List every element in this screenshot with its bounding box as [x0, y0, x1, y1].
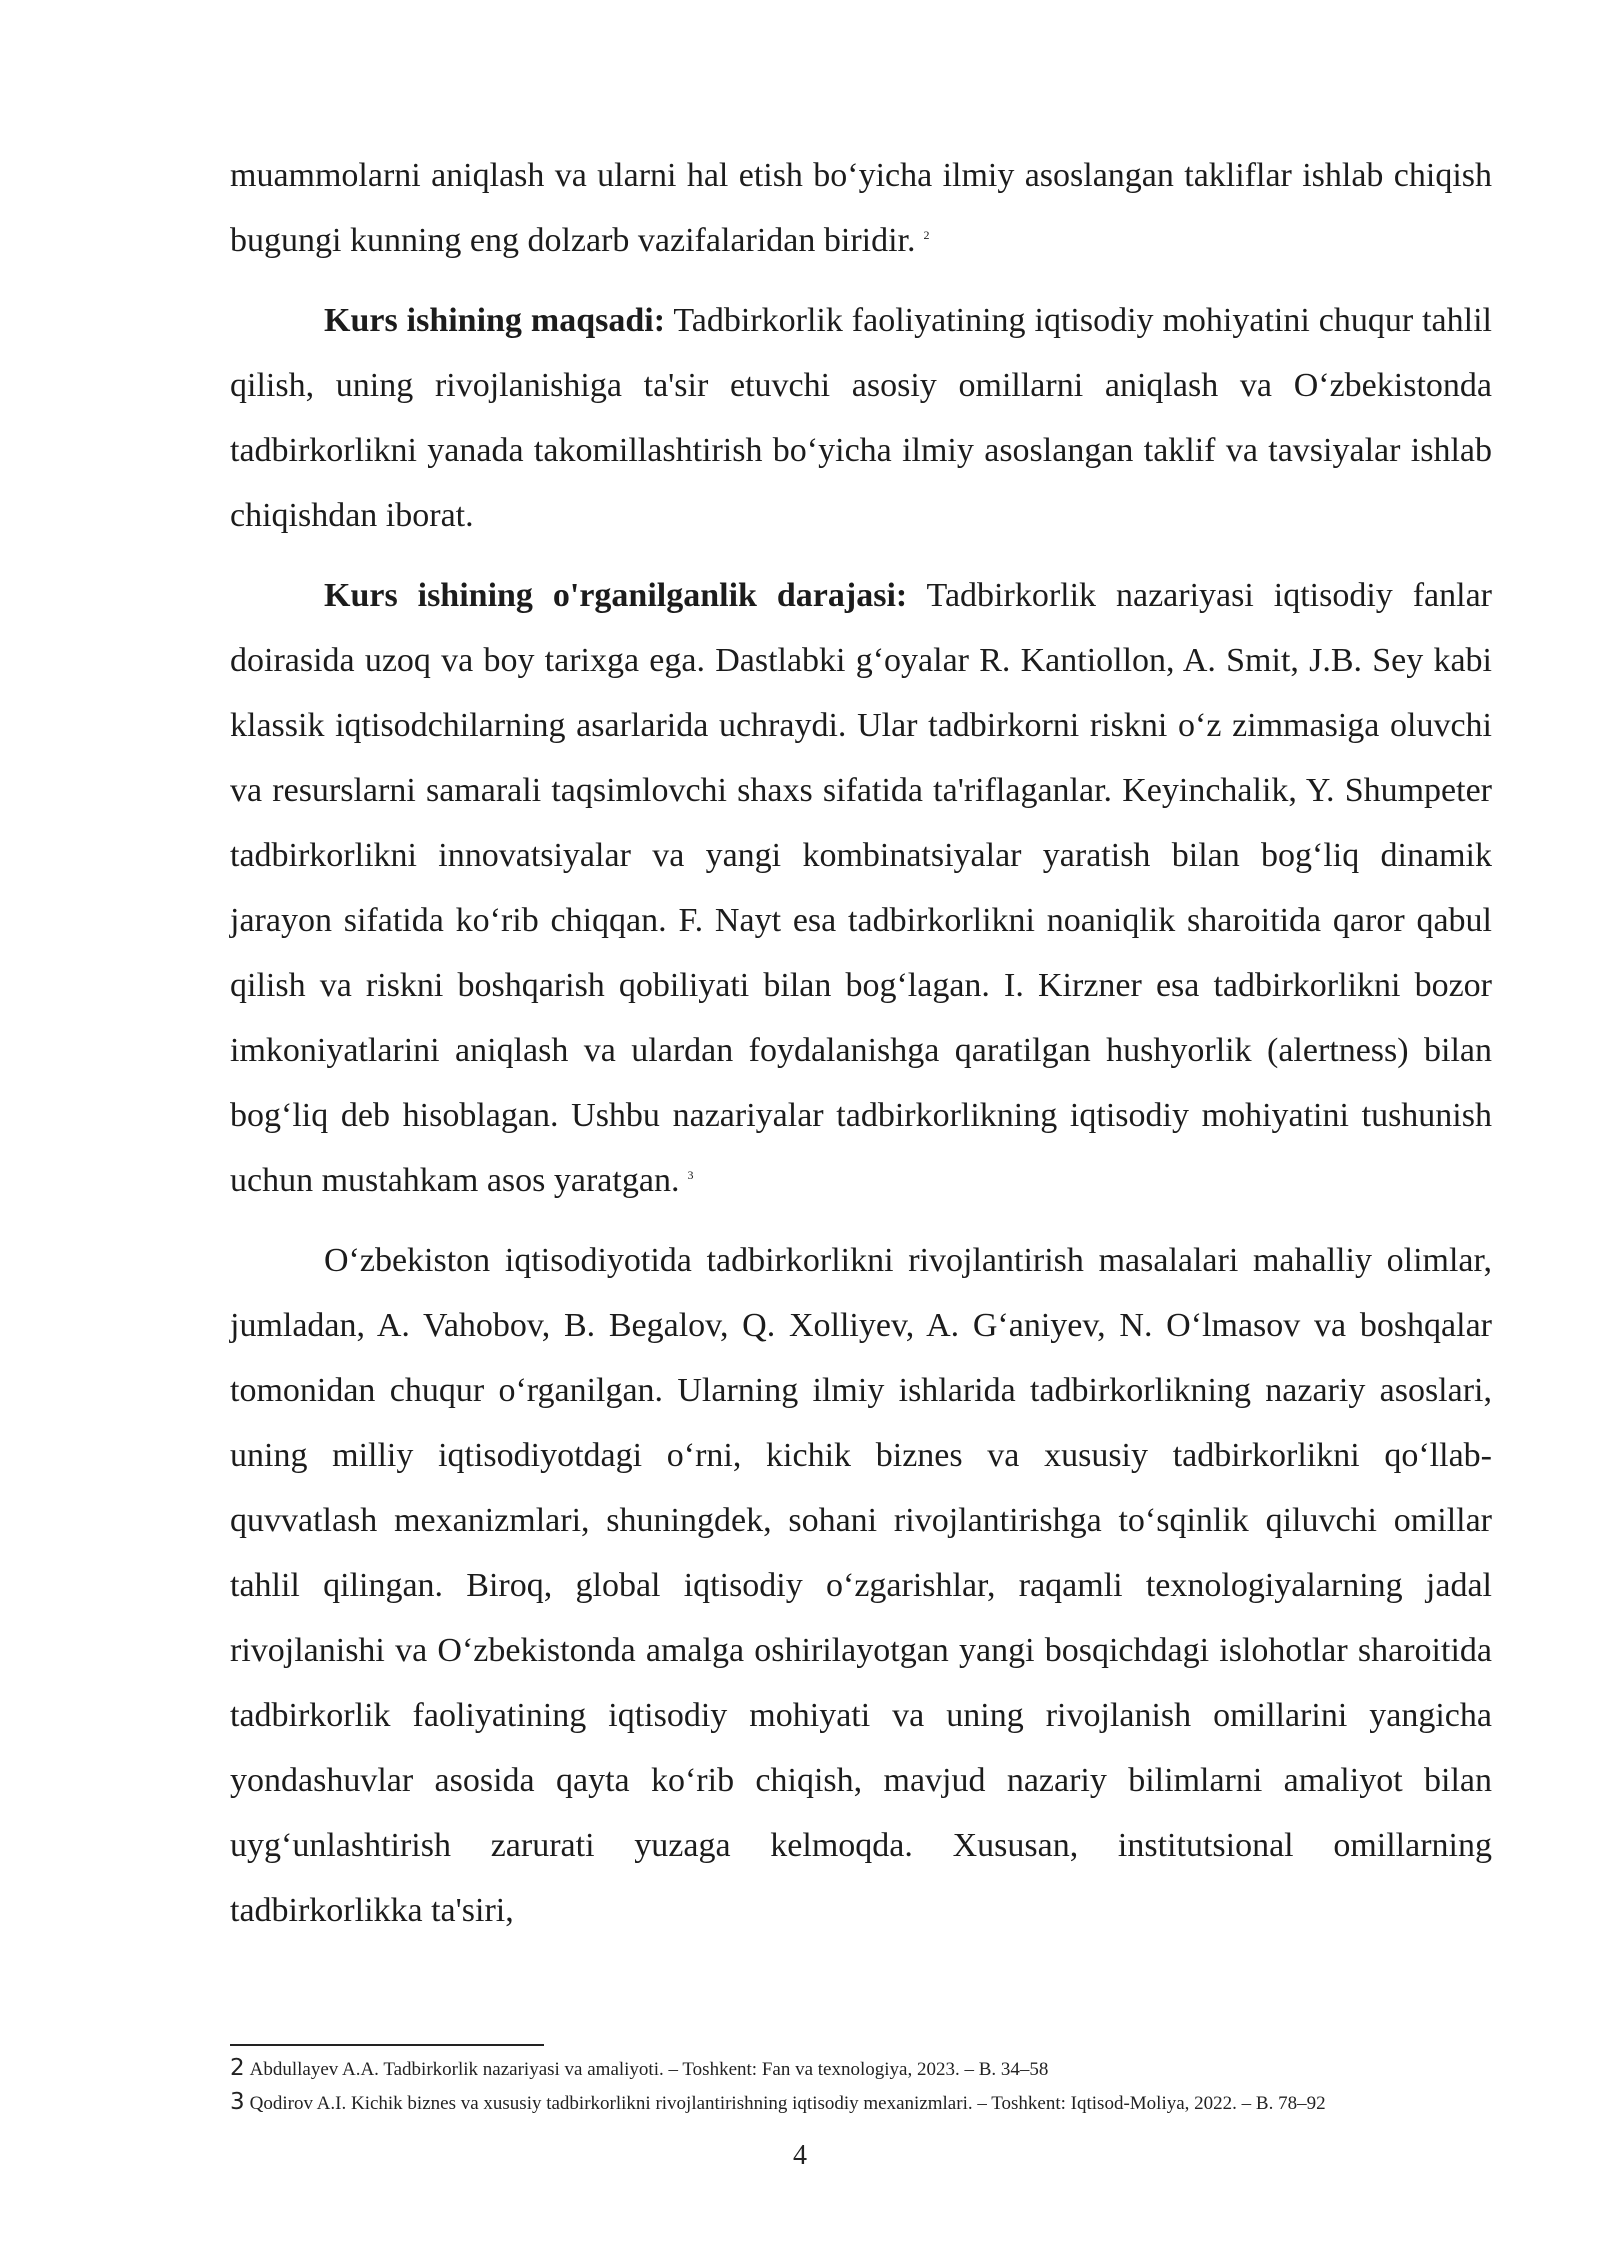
- footnote-2: [230, 2052, 1530, 2086]
- footnote-reference-2[interactable]: 2: [923, 228, 930, 242]
- paragraph-intro-continuation: [230, 143, 1492, 273]
- paragraph-study-level: [230, 563, 1492, 1213]
- body-text: [230, 143, 1492, 1958]
- footnote-3: [230, 2086, 1530, 2120]
- paragraph-text: Tadbirkorlik faoliyatining iqtisodiy mohiyatini chuqur tahlil qilish, uning rivojlanishiga ta'sir etuvchi asosiy omillarni aniqlash va O‘zbekistonda tadbirkorlikni yanada takomillashtirish bo‘yicha ilmiy asoslangan taklif va tavsiyalar ishlab chiqishdan iborat.: [230, 302, 1492, 534]
- footnotes: [230, 2052, 1530, 2120]
- footnote-separator: [230, 2044, 544, 2046]
- paragraph-uzbekistan-research: [230, 1228, 1492, 1943]
- footnote-reference-3[interactable]: 3: [687, 1168, 694, 1182]
- paragraph-goal: [230, 288, 1492, 548]
- page-number: 4: [793, 2140, 807, 2171]
- paragraph-heading-study-level: Kurs ishining o'rganilganlik darajasi:: [324, 577, 908, 614]
- footnote-number: 3: [230, 2089, 245, 2115]
- paragraph-text: muammolarni aniqlash va ularni hal etish bo‘yicha ilmiy asoslangan takliflar ishlab chiqish bugungi kunning eng dolzarb vazifalaridan biridir.: [230, 157, 1492, 259]
- footnote-number: 2: [230, 2055, 245, 2081]
- footnote-text: Abdullayev A.A. Tadbirkorlik nazariyasi va amaliyoti. – Toshkent: Fan va texnologiya, 2023. – B. 34–58: [249, 2059, 1049, 2080]
- footnote-text: Qodirov A.I. Kichik biznes va xususiy tadbirkorlikni rivojlantirishning iqtisodiy mexanizmlari. – Toshkent: Iqtisod-Moliya, 2022. – B. 78–92: [249, 2093, 1326, 2114]
- paragraph-heading-goal: Kurs ishining maqsadi:: [324, 302, 666, 339]
- paragraph-text: Tadbirkorlik nazariyasi iqtisodiy fanlar doirasida uzoq va boy tarixga ega. Dastlabki g‘oyalar R. Kantiollon, A. Smit, J.B. Sey kabi klassik iqtisodchilarning asarlarida uchraydi. Ular tadbirkorni riskni o‘z zimmasiga oluvchi va resurslarni samarali taqsimlovchi shaxs sifatida ta'riflaganlar. Keyinchalik, Y. Shumpeter tadbirkorlikni innovatsiyalar va yangi kombinatsiyalar yaratish bilan bog‘liq dinamik jarayon sifatida ko‘rib chiqqan. F. Nayt esa tadbirkorlikni noaniqlik sharoitida qaror qabul qilish va riskni boshqarish qobiliyati bilan bog‘lagan. I. Kirzner esa tadbirkorlikni bozor imkoniyatlarini aniqlash va ulardan foydalanishga qaratilgan hushyorlik (alertness) bilan bog‘liq deb hisoblagan. Ushbu nazariyalar tadbirkorlikning iqtisodiy mohiyatini tushunish uchun mustahkam asos yaratgan.: [230, 577, 1492, 1199]
- paragraph-text: O‘zbekiston iqtisodiyotida tadbirkorlikni rivojlantirish masalalari mahalliy olimlar, jumladan, A. Vahobov, B. Begalov, Q. Xolliyev, A. G‘aniyev, N. O‘lmasov va boshqalar tomonidan chuqur o‘rganilgan. Ularning ilmiy ishlarida tadbirkorlikning nazariy asoslari, uning milliy iqtisodiyotdagi o‘rni, kichik biznes va xususiy tadbirkorlikni qo‘llab-quvvatlash mexanizmlari, shuningdek, sohani rivojlantirishga to‘sqinlik qiluvchi omillar tahlil qilingan. Biroq, global iqtisodiy o‘zgarishlar, raqamli texnologiyalarning jadal rivojlanishi va O‘zbekistonda amalga oshirilayotgan yangi bosqichdagi islohotlar sharoitida tadbirkorlik faoliyatining iqtisodiy mohiyati va uning rivojlanish omillarini yangicha yondashuvlar asosida qayta ko‘rib chiqish, mavjud nazariy bilimlarni amaliyot bilan uyg‘unlashtirish zarurati yuzaga kelmoqda. Xususan, institutsional omillarning tadbirkorlikka ta'siri,: [230, 1242, 1492, 1929]
